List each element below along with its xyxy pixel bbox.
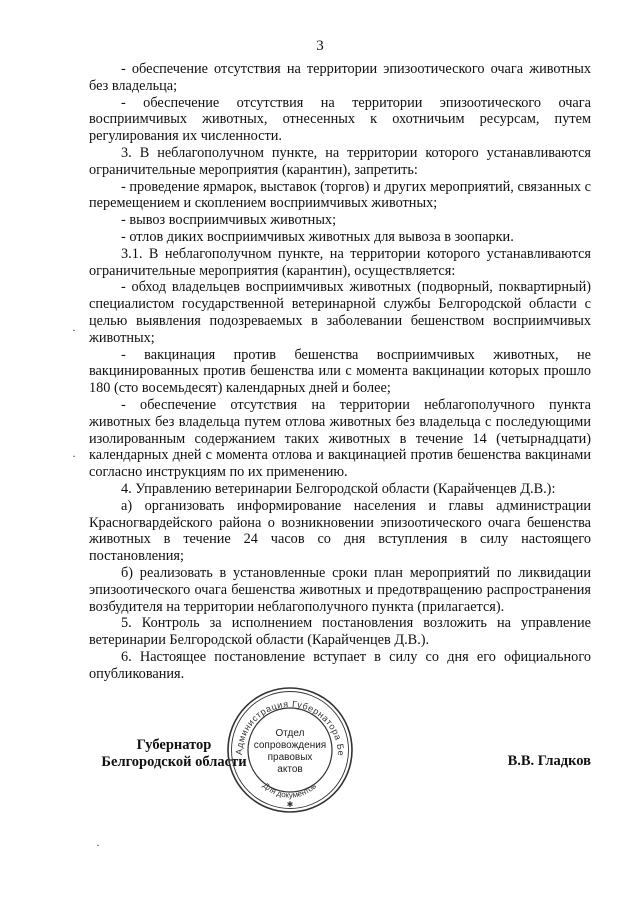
margin-dot: · [96, 838, 100, 852]
signatory-name: В.В. Гладков [507, 753, 591, 769]
svg-text:✱: ✱ [286, 800, 294, 809]
paragraph: 3.1. В неблагополучном пункте, на территории которого устанавливаются ограничительные мероприятия (карантин), осуществляется: [89, 245, 591, 279]
margin-dot: · [72, 449, 76, 463]
paragraph: - обеспечение отсутствия на территории неблагополучного пункта животных без владельца путем отлова животных без владельца с последующими изолированным содержанием таких животных в течение 14 (четырнадцати) календарных дней с момента отлова и вакцинацией против бешенства вакцинами согласно инструкциям по их применению. [89, 396, 591, 481]
document-body [89, 61, 591, 682]
stamp-ring-text: Администрация Губернатора Бе [233, 698, 347, 757]
page-number: 3 [316, 38, 324, 54]
paragraph: 6. Настоящее постановление вступает в силу со дня его официального опубликования. [89, 648, 591, 682]
stamp-center-line: сопровождения [253, 740, 327, 751]
paragraph: - проведение ярмарок, выставок (торгов) и других мероприятий, связанных с перемещением и скоплением восприимчивых животных; [89, 178, 591, 212]
paragraph: - вывоз восприимчивых животных; [121, 212, 337, 229]
paragraph: - обеспечение отсутствия на территории эпизоотического очага животных без владельца; [89, 61, 591, 94]
paragraph: 4. Управлению ветеринарии Белгородской области (Карайченцев Д.В.): [121, 480, 556, 497]
official-stamp [222, 683, 358, 817]
stamp-center-line: актов [277, 764, 303, 775]
stamp-center-line: правовых [267, 752, 313, 763]
paragraph: - обход владельцев восприимчивых животных (подворный, поквартирный) специалистом государственной ветеринарной службы Белгородской области с целью выявления подозреваемых в заболевании бешенством восприимчивых животных; [89, 279, 591, 346]
paragraph: б) реализовать в установленные сроки план мероприятий по ликвидации эпизоотического очага бешенства животных и предотвращению распространения возбудителя на территории неблагополучного пункта (прилагается). [89, 564, 591, 615]
paragraph: - вакцинация против бешенства восприимчивых животных, не вакцинированных против бешенства или с момента вакцинации которых прошло 180 (сто восемьдесят) календарных дней и более; [89, 346, 591, 397]
stamp-center-text [252, 728, 328, 776]
stamp-bottom-text: Для документов [261, 780, 319, 800]
paragraph: - обеспечение отсутствия на территории эпизоотического очага восприимчивых животных, отнесенных к охотничьим ресурсам, путем регулирования их численности. [89, 94, 591, 145]
margin-dot: · [72, 323, 76, 337]
stamp-center-line: Отдел [275, 728, 305, 739]
paragraph: 3. В неблагополучном пункте, на территории которого устанавливаются ограничительные мероприятия (карантин), запретить: [89, 144, 591, 178]
paragraph: - отлов диких восприимчивых животных для вывоза в зоопарки. [121, 228, 514, 245]
signatory-title-line: Белгородской области [101, 754, 247, 770]
paragraph: а) организовать информирование населения и главы администрации Красногвардейского района о возникновении эпизоотического очага бешенства животных в течение 24 часов со дня вступления в силу настоящего постановления; [89, 497, 591, 565]
svg-text:Для документов [261, 781, 318, 800]
paragraph: 5. Контроль за исполнением постановления возложить на управление ветеринарии Белгородской области (Карайченцев Д.В.). [89, 615, 591, 649]
signatory-title-line: Губернатор [136, 737, 212, 753]
